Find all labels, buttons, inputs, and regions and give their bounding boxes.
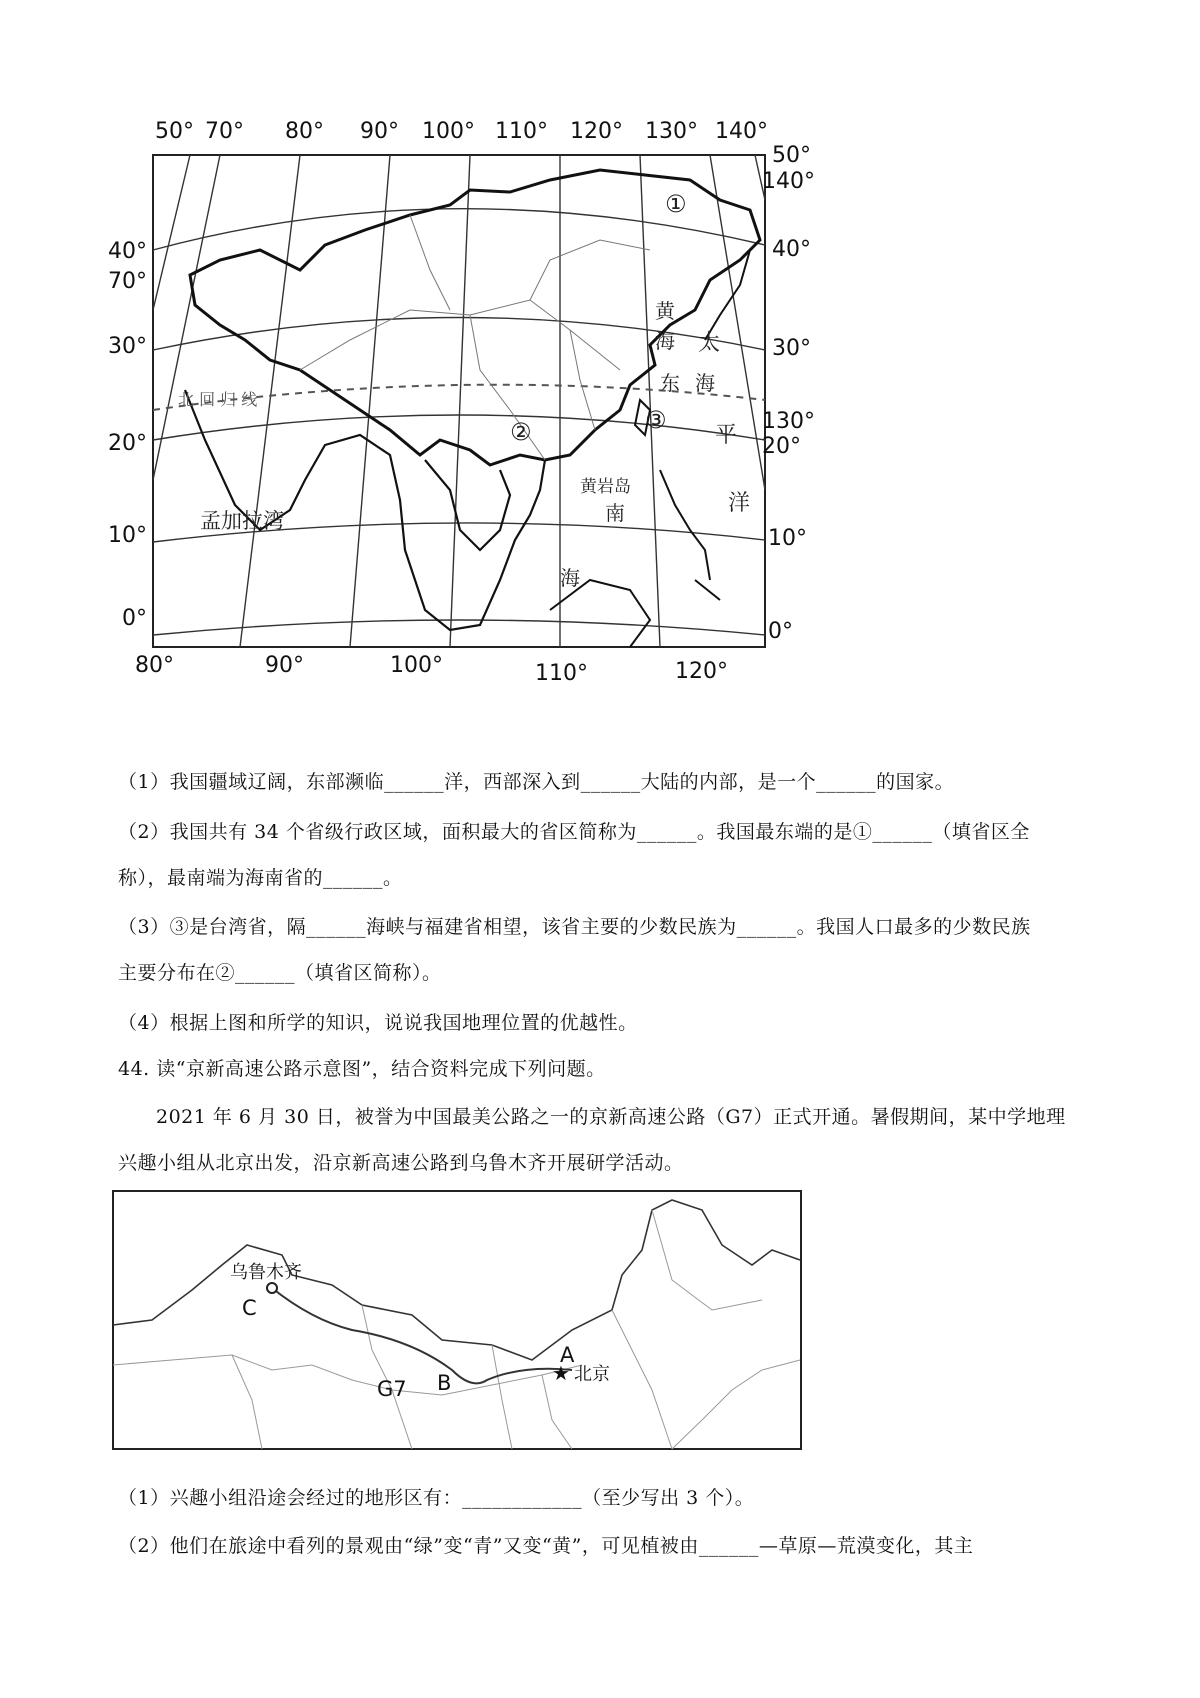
lon-label: 100° — [422, 119, 475, 144]
lon-label: 80° — [135, 653, 174, 678]
point-b-label: B — [437, 1371, 452, 1395]
yellow-sea-label: 海 — [655, 329, 675, 353]
east-sea-label: 海 — [695, 371, 715, 395]
lat-label: 40° — [108, 239, 147, 264]
beijing-label: 北京 — [574, 1364, 610, 1385]
q43-line-3: 称），最南端为海南省的______。 — [118, 867, 403, 889]
south-sea-label: 南 — [605, 501, 625, 525]
huangyan-label: 黄岩岛 — [580, 477, 631, 497]
point-a-label: A — [560, 1343, 575, 1367]
lon-label: 120° — [570, 119, 623, 144]
pacific-label: 洋 — [728, 491, 751, 516]
lon-label: 90° — [360, 119, 399, 144]
q44-paragraph-line-2: 兴趣小组从北京出发，沿京新高速公路到乌鲁木齐开展研学活动。 — [118, 1152, 684, 1174]
q43-line-6: （4）根据上图和所学的知识，说说我国地理位置的优越性。 — [118, 1012, 638, 1034]
g7-label: G7 — [377, 1377, 407, 1401]
lat-label: 30° — [108, 334, 147, 359]
pacific-label: 太 — [698, 331, 721, 356]
pacific-label: 平 — [715, 423, 738, 448]
lat-label: 20° — [108, 431, 147, 456]
south-sea-label: 海 — [560, 566, 580, 590]
q44-line-1: （1）兴趣小组沿途会经过的地形区有：____________（至少写出 3 个）。 — [118, 1487, 755, 1509]
lat-label: 70° — [108, 269, 147, 294]
lon-label: 100° — [390, 653, 443, 678]
lat-label: 10° — [768, 526, 807, 551]
lat-label: 130° — [762, 409, 815, 434]
lon-label: 90° — [265, 653, 304, 678]
tropic-label: 北 回 归 线 — [178, 390, 258, 409]
yellow-sea-label: 黄 — [655, 299, 675, 323]
lat-label: 0° — [768, 619, 793, 644]
lat-label: 10° — [108, 523, 147, 548]
q43-line-5: 主要分布在②______（填省区简称）。 — [118, 962, 442, 984]
urumqi-point — [267, 1283, 277, 1293]
q44-title: 44. 读“京新高速公路示意图”，结合资料完成下列问题。 — [118, 1058, 606, 1080]
lat-label: 40° — [772, 237, 811, 262]
q43-line-2: （2）我国共有 34 个省级行政区域，面积最大的省区简称为______。我国最东端的是①______（填省区全 — [118, 821, 1030, 843]
lon-label: 130° — [645, 119, 698, 144]
q44-line-2: （2）他们在旅途中看列的景观由“绿”变“青”又变“黄”，可见植被由______—草原—荒漠变化，其主 — [118, 1535, 974, 1557]
q44-paragraph-line-1: 2021 年 6 月 30 日，被誉为中国最美公路之一的京新高速公路（G7）正式开通。暑假期间，某中学地理 — [156, 1106, 1066, 1128]
lat-label: 30° — [772, 336, 811, 361]
map2-frame — [113, 1191, 801, 1449]
lon-label: 110° — [495, 119, 548, 144]
marker-2: ② — [510, 418, 532, 446]
lon-label: 70° — [205, 119, 244, 144]
lon-label: 50° — [155, 119, 194, 144]
lon-label: 140° — [715, 119, 768, 144]
q43-line-4: （3）③是台湾省，隔______海峡与福建省相望，该省主要的少数民族为______。我国人口最多的少数民族 — [118, 916, 1031, 938]
marker-3: ③ — [645, 406, 667, 434]
east-sea-label: 东 — [660, 371, 680, 395]
marker-1: ① — [665, 190, 687, 218]
lat-label: 0° — [122, 606, 147, 631]
china-asia-map — [108, 110, 850, 730]
lat-label: 20° — [762, 434, 801, 459]
lat-label: 140° — [762, 169, 815, 194]
q43-line-1: （1）我国疆域辽阔，东部濒临______洋，西部深入到______大陆的内部，是一个______的国家。 — [118, 771, 955, 793]
lon-label: 80° — [285, 119, 324, 144]
lon-label: 120° — [675, 659, 728, 684]
jingxin-highway-map — [112, 1190, 802, 1450]
bengal-label: 孟加拉湾 — [200, 509, 284, 533]
beijing-star-icon: ★ — [552, 1361, 570, 1385]
lon-label: 110° — [535, 661, 588, 686]
lat-label: 50° — [772, 143, 811, 168]
point-c-label: C — [242, 1296, 257, 1320]
urumqi-label: 乌鲁木齐 — [230, 1262, 302, 1283]
